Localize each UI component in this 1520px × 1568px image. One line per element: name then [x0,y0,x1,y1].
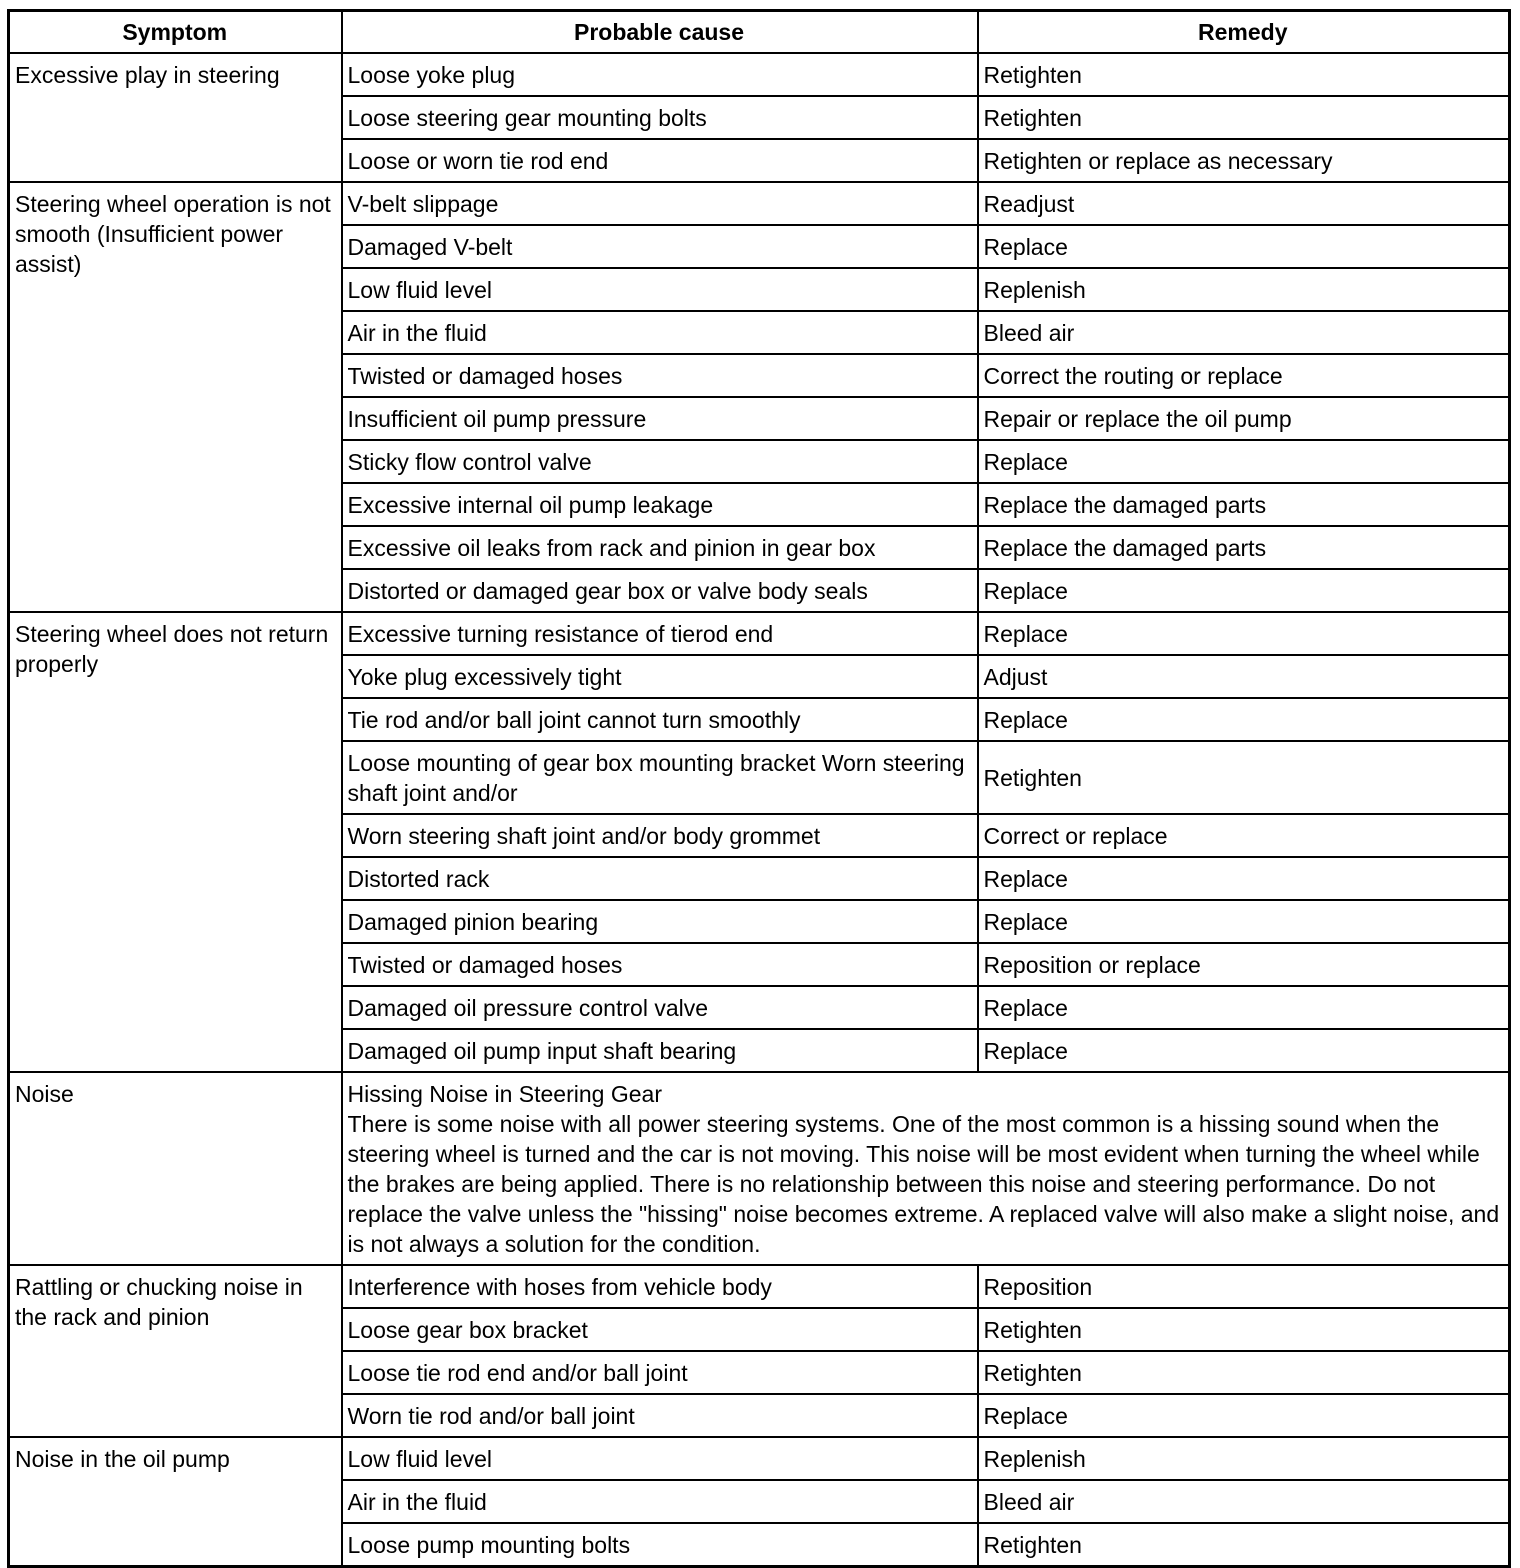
remedy-cell: Retighten [978,53,1510,96]
remedy-header: Remedy [978,11,1510,54]
cause-cell: Twisted or damaged hoses [342,943,978,986]
table-row [9,1437,1510,1480]
cause-cell: Low fluid level [342,1437,978,1480]
cause-cell: Tie rod and/or ball joint cannot turn smoothly [342,698,978,741]
remedy-cell: Reposition [978,1265,1510,1308]
cause-cell: Excessive internal oil pump leakage [342,483,978,526]
cause-cell: Loose yoke plug [342,53,978,96]
remedy-cell: Replace [978,698,1510,741]
remedy-cell: Correct the routing or replace [978,354,1510,397]
cause-cell: Loose steering gear mounting bolts [342,96,978,139]
remedy-cell: Replace [978,612,1510,655]
remedy-cell: Retighten [978,741,1510,814]
cause-cell: Distorted rack [342,857,978,900]
remedy-cell: Repair or replace the oil pump [978,397,1510,440]
troubleshooting-sheet [7,9,1511,1568]
cause-cell: Yoke plug excessively tight [342,655,978,698]
remedy-cell: Replace the damaged parts [978,526,1510,569]
cause-cell: Sticky flow control valve [342,440,978,483]
remedy-cell: Replace [978,569,1510,612]
remedy-cell: Adjust [978,655,1510,698]
remedy-cell: Retighten [978,1351,1510,1394]
remedy-cell: Reposition or replace [978,943,1510,986]
cause-cell: Damaged oil pump input shaft bearing [342,1029,978,1072]
cause-cell: Interference with hoses from vehicle body [342,1265,978,1308]
cause-cell: Insufficient oil pump pressure [342,397,978,440]
cause-cell: Worn steering shaft joint and/or body grommet [342,814,978,857]
symptom-cell: Steering wheel operation is not smooth (Insufficient power assist) [9,182,342,612]
symptom-cell: Rattling or chucking noise in the rack and pinion [9,1265,342,1437]
cause-cell: Twisted or damaged hoses [342,354,978,397]
remedy-cell: Replace [978,1394,1510,1437]
symptom-cell: Noise in the oil pump [9,1437,342,1567]
cause-cell: Air in the fluid [342,311,978,354]
remedy-cell: Replace [978,857,1510,900]
cause-cell: Damaged pinion bearing [342,900,978,943]
remedy-cell: Retighten [978,1523,1510,1567]
cause-cell: Excessive oil leaks from rack and pinion in gear box [342,526,978,569]
cause-cell: Excessive turning resistance of tierod end [342,612,978,655]
remedy-cell: Bleed air [978,311,1510,354]
noise-note-cell [342,1072,1510,1265]
remedy-cell: Correct or replace [978,814,1510,857]
cause-cell: Loose pump mounting bolts [342,1523,978,1567]
cause-cell: Worn tie rod and/or ball joint [342,1394,978,1437]
cause-cell: Loose gear box bracket [342,1308,978,1351]
cause-cell: Distorted or damaged gear box or valve body seals [342,569,978,612]
cause-cell: Air in the fluid [342,1480,978,1523]
cause-header: Probable cause [342,11,978,54]
noise-note-title: Hissing Noise in Steering Gear [347,1081,662,1107]
remedy-cell: Replace [978,986,1510,1029]
remedy-cell: Bleed air [978,1480,1510,1523]
cause-cell: Damaged oil pressure control valve [342,986,978,1029]
remedy-cell: Replace [978,225,1510,268]
noise-row [9,1072,1510,1265]
remedy-cell: Replenish [978,1437,1510,1480]
table-row [9,53,1510,96]
table-row [9,1265,1510,1308]
cause-cell: V-belt slippage [342,182,978,225]
table-row [9,182,1510,225]
cause-cell: Loose or worn tie rod end [342,139,978,182]
header-row [9,11,1510,54]
cause-cell: Damaged V-belt [342,225,978,268]
remedy-cell: Readjust [978,182,1510,225]
noise-note-body: There is some noise with all power steering systems. One of the most common is a hissing sound when the steering wheel is turned and the car is not moving. This noise will be most evident when turning the wheel while the brakes are being applied. There is no relationship between this noise and steering performance. Do not replace the valve unless the "hissing" noise becomes extreme. A replaced valve will also make a slight noise, and is not always a solution for the condition. [347,1111,1500,1257]
remedy-cell: Replace [978,900,1510,943]
remedy-cell: Retighten [978,1308,1510,1351]
troubleshooting-table [7,9,1511,1568]
symptom-cell: Steering wheel does not return properly [9,612,342,1072]
cause-cell: Low fluid level [342,268,978,311]
cause-cell: Loose tie rod end and/or ball joint [342,1351,978,1394]
symptom-cell: Noise [9,1072,342,1265]
remedy-cell: Replace [978,440,1510,483]
remedy-cell: Retighten or replace as necessary [978,139,1510,182]
table-row [9,612,1510,655]
table-body [9,53,1510,1567]
cause-cell: Loose mounting of gear box mounting bracket Worn steering shaft joint and/or [342,741,978,814]
symptom-header: Symptom [9,11,342,54]
remedy-cell: Replenish [978,268,1510,311]
remedy-cell: Replace the damaged parts [978,483,1510,526]
remedy-cell: Replace [978,1029,1510,1072]
remedy-cell: Retighten [978,96,1510,139]
symptom-cell: Excessive play in steering [9,53,342,182]
